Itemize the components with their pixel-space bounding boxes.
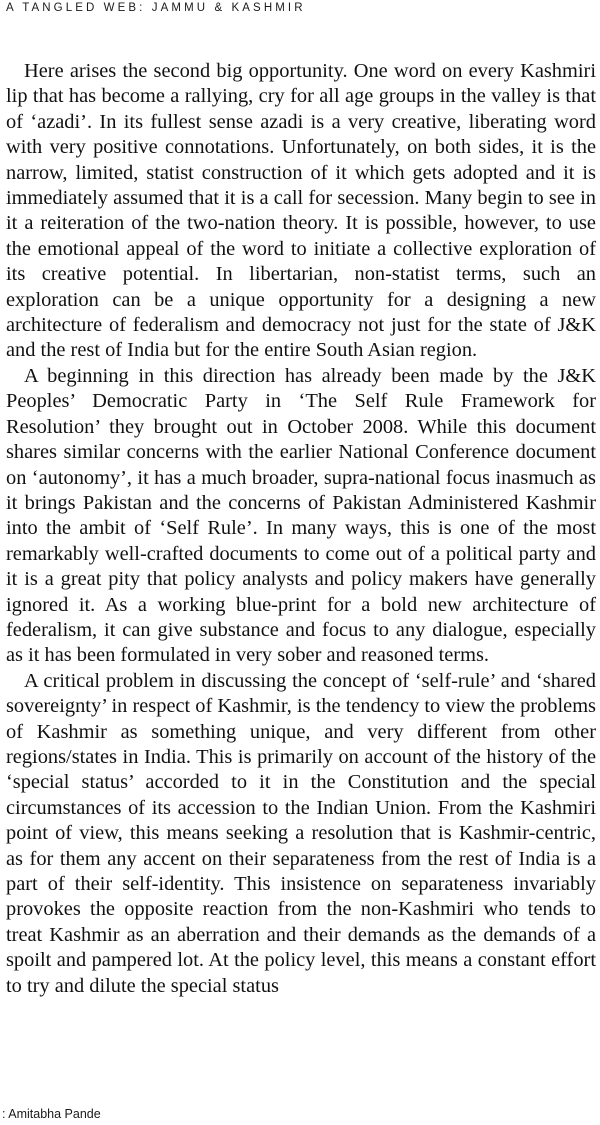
body-text [6, 59, 596, 999]
paragraph-3: A critical problem in discussing the concept of ‘self-rule’ and ‘shared sovereignty’ in respect of Kashmir, is the tendency to view the problems of Kashmir as something unique, and very different from other regions/states in India. This is primarily on account of the history of the ‘special status’ accorded to it in the Constitution and the special circumstances of its accession to the Indian Union. From the Kashmiri point of view, this means seeking a resolution that is Kashmir-centric, as for them any accent on their separateness from the rest of India is a part of their self-identity. This insistence on separateness invariably provokes the opposite reaction from the non-Kashmiri who tends to treat Kashmir as an aberration and their demands as the demands of a spoilt and pampered lot. At the policy level, this means a constant effort to try and dilute the special status [6, 669, 596, 997]
paragraph-1: Here arises the second big opportunity. One word on every Kashmiri lip that has become a rallying, cry for all age groups in the valley is that of ‘azadi’. In its fullest sense azadi is a very creative, liberating word with very positive connotations. Unfortunately, on both sides, it is the narrow, limited, statist construction of it which gets adopted and it is immediately assumed that it is a call for secession. Many begin to see in it a reiteration of the two-nation theory. It is possible, however, to use the emotional appeal of the word to initiate a collective exploration of its creative potential. In libertarian, non-statist terms, such an exploration can be a unique opportunity for a designing a new architecture of federalism and democracy not just for the state of J&K and the rest of India but for the entire South Asian region. [6, 60, 596, 362]
footer-credit: : Amitabha Pande [2, 1107, 101, 1121]
running-header: A TANGLED WEB: JAMMU & KASHMIR [6, 2, 306, 14]
paragraph-2: A beginning in this direction has already been made by the J&K Peoples’ Democratic Party in ‘The Self Rule Framework for Resolution’ they brought out in October 2008. While this document shares similar concerns with the earlier National Conference document on ‘autonomy’, it has a much broader, supra-national focus inasmuch as it brings Pakistan and the concerns of Pakistan Administered Kashmir into the ambit of ‘Self Rule’. In many ways, this is one of the most remarkably well-crafted documents to come out of a political party and it is a great pity that policy analysts and policy makers have generally ignored it. As a working blue-print for a bold new architecture of federalism, it can give substance and focus to any dialogue, especially as it has been formulated in very sober and reasoned terms. [6, 364, 596, 667]
